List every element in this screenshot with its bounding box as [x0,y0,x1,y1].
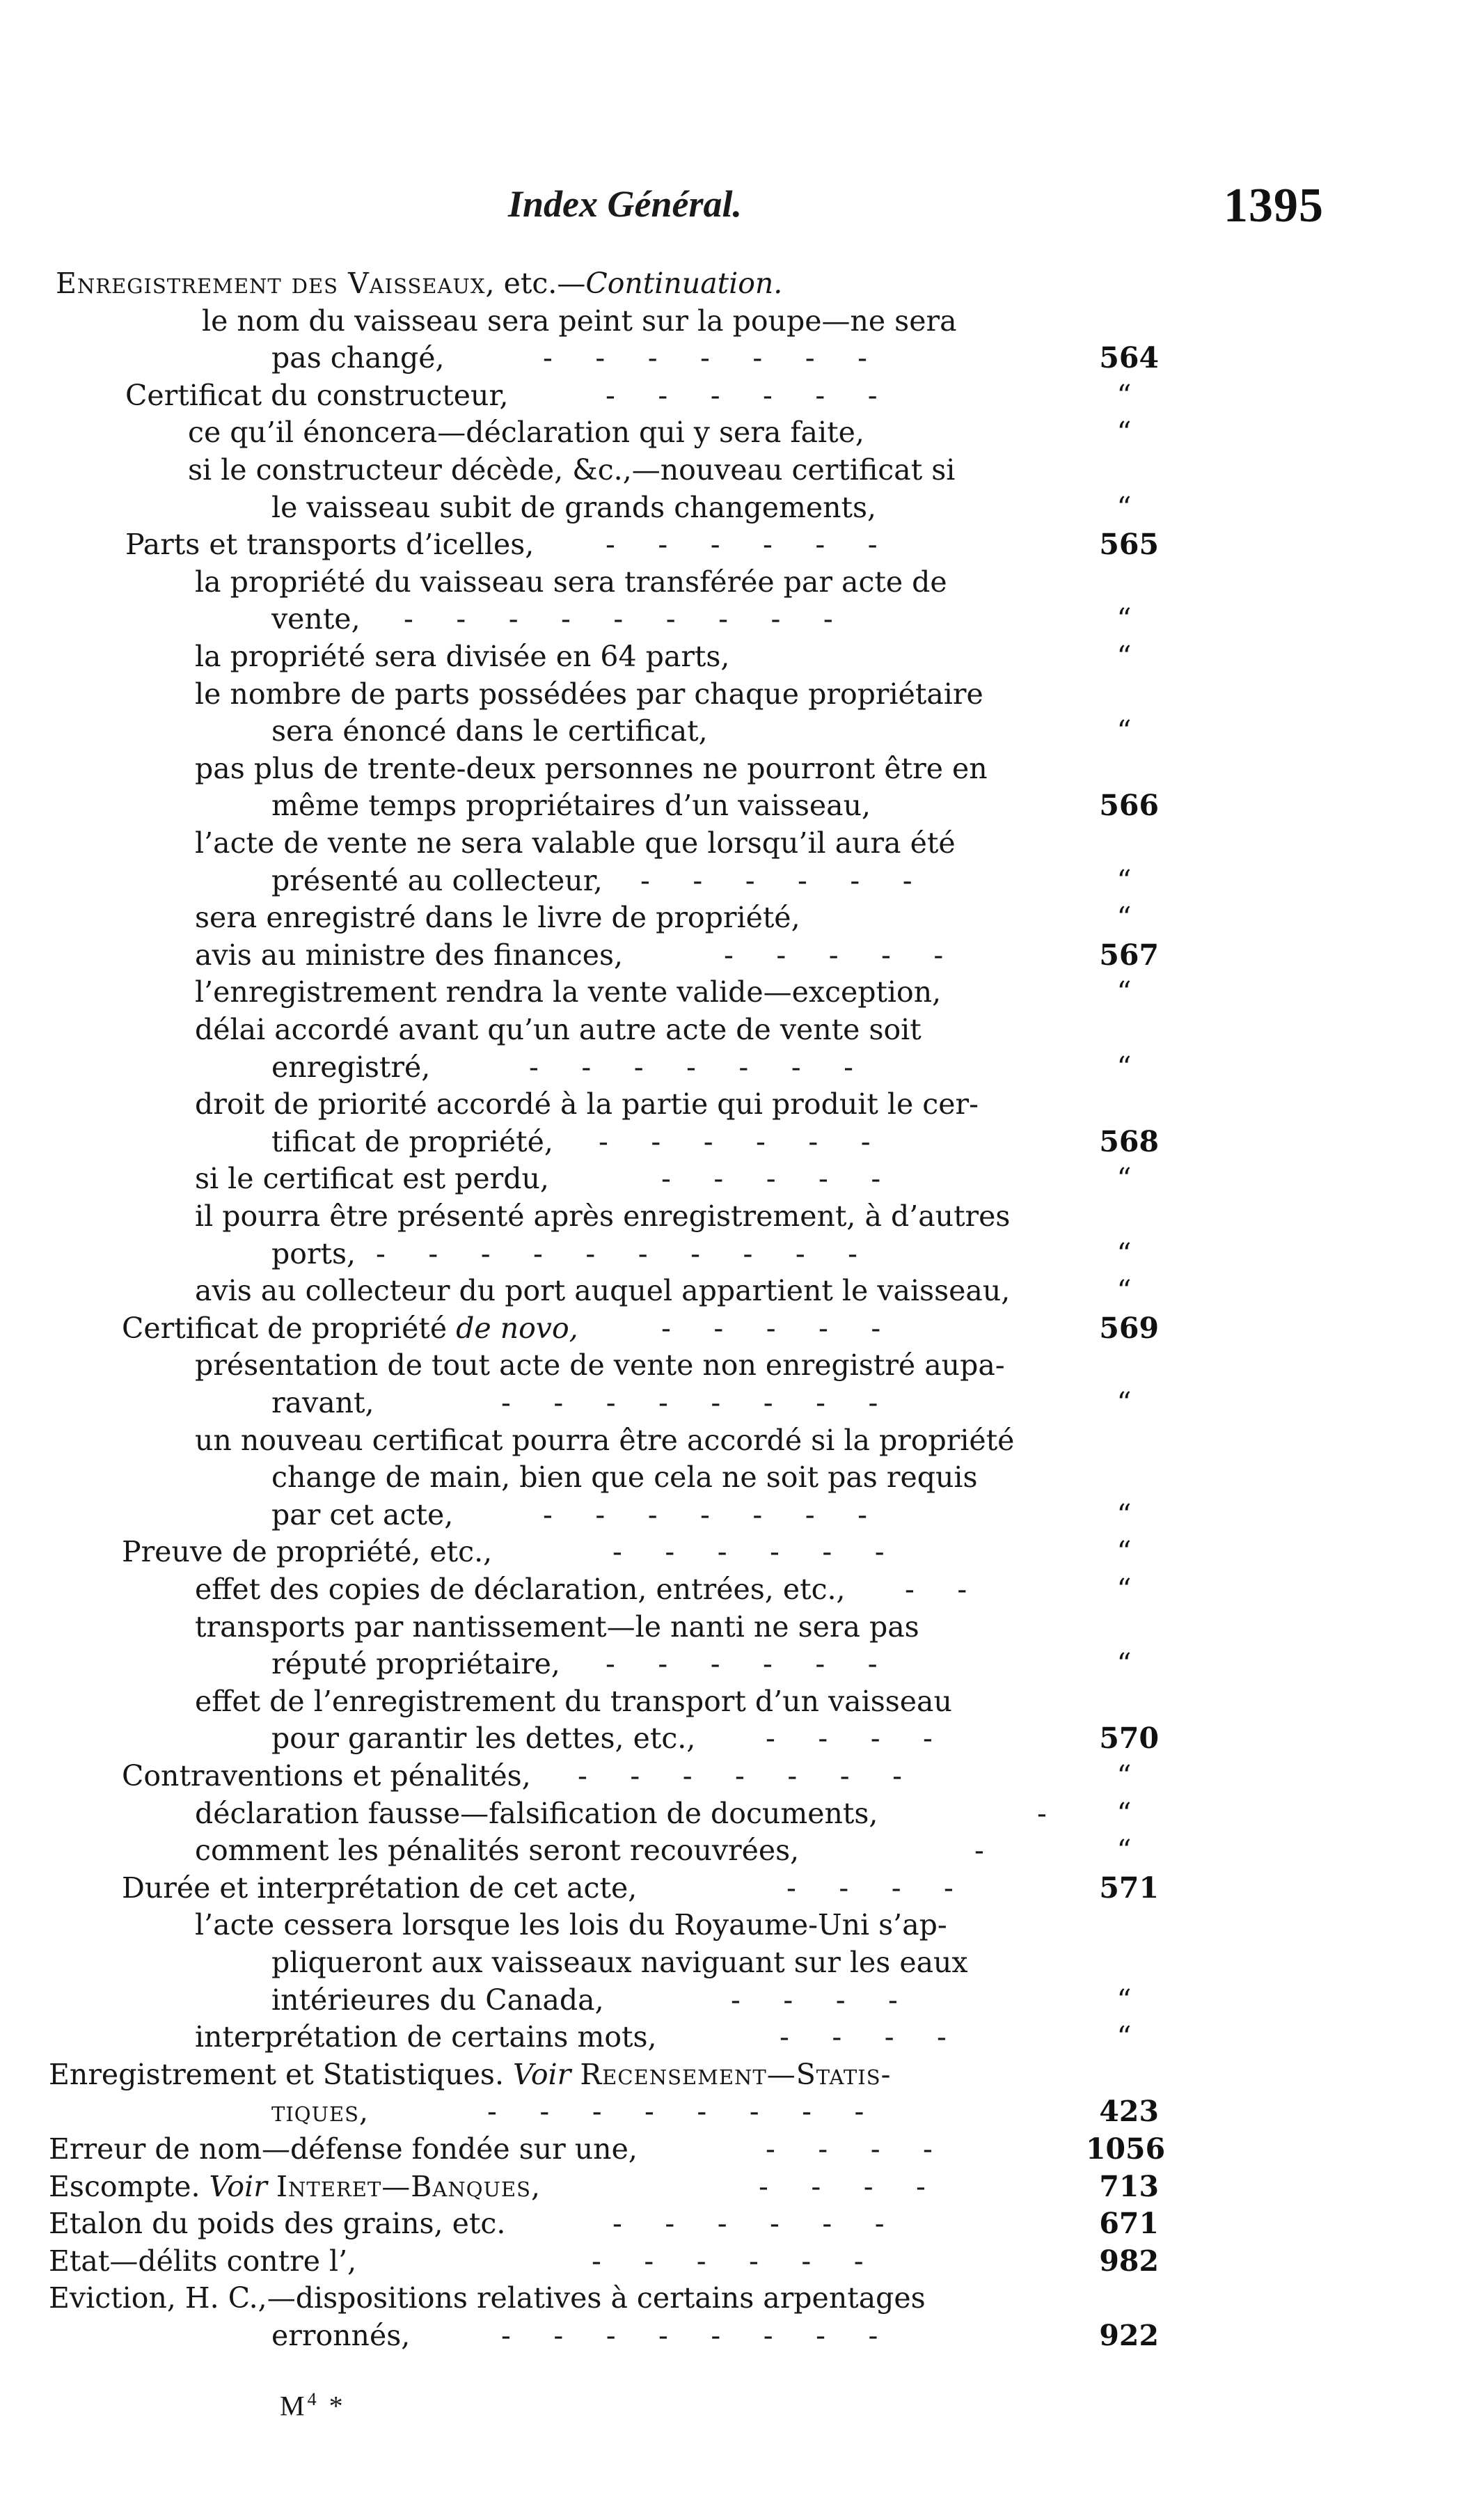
entry-text: ports, [271,1237,356,1270]
dot-leader: - - - - - - [606,1647,878,1680]
ditto-mark: “ [1116,1834,1132,1867]
page-reference: 423 [1099,2095,1159,2128]
index-entry-line [0,2130,1176,2168]
index-entry-line [0,787,1176,824]
page-reference: 569 [1099,1312,1159,1345]
dot-leader: - - - - - - - - [501,1386,878,1419]
ditto-mark: “ [1116,1573,1132,1606]
entry-text: comment les pénalités seront recouvrées, [195,1834,800,1867]
index-entry-line [0,1048,1176,1086]
ditto-mark: “ [1116,1162,1132,1195]
dot-leader: - - - - - - - - [501,2319,878,2352]
page-reference: 713 [1099,2170,1159,2203]
ditto-mark: “ [1116,714,1132,748]
page-reference: 571 [1099,1871,1159,1905]
index-entry-line [0,1235,1176,1273]
dot-leader: - - [905,1573,967,1606]
dot-leader: - - - - [759,2170,926,2203]
ditto-mark: “ [1116,1386,1132,1419]
index-entry-line [0,1272,1176,1309]
ditto-mark: “ [1116,640,1132,673]
entry-text: Eviction, H. C.,—dispositions relatives à certains arpentages [49,2281,926,2315]
dot-leader: - - - - - - [606,528,878,561]
index-entry-line [0,750,1176,787]
index-entry-line [0,2168,1176,2205]
index-entry-line [0,899,1176,936]
entry-text: intérieures du Canada, [271,1983,604,2017]
dot-leader: - - - - - - - - - - [376,1237,858,1270]
index-entry-line [0,1011,1176,1048]
index-entry-line [0,824,1176,862]
index-entry-line [0,1384,1176,1422]
entry-text: Contraventions et pénalités, [122,1759,531,1793]
dot-leader: - - - - - - [592,2244,864,2278]
index-entry-line [0,1346,1176,1384]
ditto-mark: “ [1116,864,1132,897]
dot-leader: - [1037,1797,1047,1830]
index-entry-line [0,1123,1176,1160]
ditto-mark: “ [1116,1797,1132,1830]
dot-leader: - - - - [786,1871,954,1905]
entry-text: Enregistrement et Statistiques. Voir Recensement—Statis- [49,2058,892,2091]
entry-text: effet des copies de déclaration, entrées, etc., [195,1573,846,1606]
entry-text: délai accordé avant qu’un autre acte de vente soit [195,1013,922,1046]
index-entry-line [0,1160,1176,1197]
entry-text: transports par nantissement—le nanti ne sera pas [195,1610,919,1644]
ditto-mark: “ [1116,1498,1132,1531]
index-entry-line [0,1757,1176,1795]
entry-text: si le constructeur décède, &c.,—nouveau certificat si [188,453,956,487]
ditto-mark: “ [1116,1237,1132,1270]
index-entry-line [0,414,1176,451]
index-entry-line [0,1533,1176,1570]
entry-text: ravant, [271,1386,374,1419]
index-entry-line [0,973,1176,1011]
index-entry-line [0,377,1176,414]
dot-leader: - - - - - - - [543,1498,867,1531]
entry-text: change de main, bien que cela ne soit pas requis [271,1460,978,1494]
index-entry-line [0,600,1176,638]
entry-text: pas plus de trente-deux personnes ne pourront être en [195,752,988,785]
dot-leader: - - - - [766,2132,933,2166]
dot-leader: - - - - - - - [578,1759,902,1793]
ditto-mark: “ [1116,2020,1132,2054]
index-entry-line [0,1309,1176,1347]
entry-text: l’enregistrement rendra la vente valide—exception, [195,975,942,1009]
entry-text: ce qu’il énoncera—déclaration qui y sera faite, [188,416,864,449]
index-entry-line [0,526,1176,563]
dot-leader: - - - - - - - [543,341,867,375]
running-title: Index Général. [508,183,742,225]
entry-text: Parts et transports d’icelles, [125,528,535,561]
index-entry-line [0,2093,1176,2130]
index-entry-line [0,1422,1176,1459]
page-reference: 564 [1099,341,1159,375]
dot-leader: - - - - - - - [529,1050,853,1084]
entry-text: pour garantir les dettes, etc., [271,1722,696,1755]
entry-text: pliqueront aux vaisseaux naviguant sur les eaux [271,1946,968,1979]
signature-mark: $M^4$ * [280,2389,346,2422]
page-reference: 982 [1099,2244,1159,2278]
entry-text: vente, [271,602,361,636]
index-entry-line [0,489,1176,526]
index-entry-line [0,2317,1176,2354]
index-entry-line [0,302,1176,340]
dot-leader: - - - - [766,1722,933,1755]
entry-text: déclaration fausse—falsification de documents, [195,1797,878,1830]
entry-text: par cet acte, [271,1498,454,1531]
dot-leader: - - - - - [661,1312,881,1345]
index-entry-line [0,1906,1176,1944]
index-entry-line [0,2279,1176,2317]
entry-text: Etalon du poids des grains, etc. [49,2207,506,2240]
index-entry-line [0,936,1176,974]
ditto-mark: “ [1116,379,1132,412]
entry-text: la propriété sera divisée en 64 parts, [195,640,730,673]
index-entry-line [0,1645,1176,1683]
ditto-mark: “ [1116,1759,1132,1793]
index-entry-line [0,2018,1176,2056]
entry-text: réputé propriétaire, [271,1647,560,1680]
entry-text: présentation de tout acte de vente non enregistré aupa- [195,1348,1005,1382]
entry-text: pas changé, [271,341,445,375]
index-entry-line [0,638,1176,675]
entry-text: droit de priorité accordé à la partie qui produit le cer- [195,1087,979,1121]
dot-leader: - - - - - - [612,2207,885,2240]
dot-leader: - - - - [780,2020,947,2054]
entry-text: interprétation de certains mots, [195,2020,657,2054]
entry-text: effet de l’enregistrement du transport d’un vaisseau [195,1685,952,1718]
dot-leader: - - - - - [661,1162,881,1195]
page-reference: 922 [1099,2319,1159,2352]
index-entry-line [0,1683,1176,1720]
index-entry-line [0,1795,1176,1832]
dot-leader: - - - - - - - - - [404,602,833,636]
page-number: 1395 [1224,179,1324,233]
index-entry-line [0,2056,1176,2093]
entry-text: avis au collecteur du port auquel appartient le vaisseau, [195,1274,1011,1307]
ditto-mark: “ [1116,1274,1132,1307]
entry-text: Durée et interprétation de cet acte, [122,1871,638,1905]
entry-text: Erreur de nom—défense fondée sur une, [49,2132,638,2166]
entry-text: tificat de propriété, [271,1125,553,1158]
page-reference: 567 [1099,938,1159,972]
ditto-mark: “ [1116,602,1132,636]
entry-text: l’acte cessera lorsque les lois du Royaume-Uni s’ap- [195,1908,947,1942]
dot-leader: - - - - - - - - [487,2095,864,2128]
entry-text: enregistré, [271,1050,431,1084]
ditto-mark: “ [1116,1050,1132,1084]
index-entry-line [0,1570,1176,1608]
index-entry-line [0,1719,1176,1757]
page-reference: 671 [1099,2207,1159,2240]
ditto-mark: “ [1116,1983,1132,2017]
page-reference: 570 [1099,1722,1159,1755]
index-entry-line [0,1458,1176,1496]
entry-text: Certificat de propriété de novo, [122,1312,578,1345]
dot-leader: - - - - - - [612,1535,885,1568]
index-entry-line [0,1944,1176,1981]
entry-text: le nombre de parts possédées par chaque propriétaire [195,677,983,711]
entry-text: l’acte de vente ne sera valable que lorsqu’il aura été [195,826,956,860]
page-reference: 566 [1099,789,1159,822]
index-entry-line [0,563,1176,601]
entry-text: la propriété du vaisseau sera transférée par acte de [195,565,947,599]
index-entry-line [0,1981,1176,2019]
index-entry-line [0,339,1176,377]
entry-text: Certificat du constructeur, [125,379,509,412]
index-entry-line [0,712,1176,750]
entry-text: avis au ministre des finances, [195,938,624,972]
entry-text: présenté au collecteur, [271,864,603,897]
entry-text: le nom du vaisseau sera peint sur la poupe—ne sera [202,304,957,338]
index-entry-line [0,1608,1176,1646]
index-entry-line [0,2242,1176,2280]
entry-text: il pourra être présenté après enregistrement, à d’autres [195,1199,1011,1233]
ditto-mark: “ [1116,975,1132,1009]
entry-text: Etat—délits contre l’, [49,2244,357,2278]
page-reference: 1056 [1086,2132,1166,2166]
entry-text: même temps propriétaires d’un vaisseau, [271,789,871,822]
index-entry-line [0,1085,1176,1123]
page-reference: 568 [1099,1125,1159,1158]
entry-text: Escompte. Voir Interet—Banques, [49,2170,541,2203]
dot-leader: - [974,1834,984,1867]
ditto-mark: “ [1116,1647,1132,1680]
entry-text: Enregistrement des Vaisseaux, etc.—Continuation. [56,267,783,300]
index-entry-line [0,1496,1176,1534]
index-entry-line [0,451,1176,489]
index-entry-line [0,1832,1176,1869]
entry-text: erronnés, [271,2319,411,2352]
dot-leader: - - - - [731,1983,898,2017]
ditto-mark: “ [1116,491,1132,524]
entry-text: sera enregistré dans le livre de propriété, [195,901,800,934]
index-entry-line [0,265,1176,302]
ditto-mark: “ [1116,901,1132,934]
index-entry-line [0,1869,1176,1907]
entry-text: si le certificat est perdu, [195,1162,549,1195]
ditto-mark: “ [1116,416,1132,449]
index-entry-line [0,2205,1176,2242]
entry-text: tiques, [271,2095,370,2128]
dot-leader: - - - - - [724,938,944,972]
dot-leader: - - - - - - [640,864,912,897]
entry-text: Preuve de propriété, etc., [122,1535,493,1568]
page-reference: 565 [1099,528,1159,561]
dot-leader: - - - - - - [599,1125,871,1158]
entry-text: le vaisseau subit de grands changements, [271,491,877,524]
index-entry-line [0,675,1176,713]
index-entry-line [0,862,1176,899]
ditto-mark: “ [1116,1535,1132,1568]
entry-text: un nouveau certificat pourra être accordé si la propriété [195,1424,1015,1457]
index-entry-line [0,1197,1176,1235]
dot-leader: - - - - - - [606,379,878,412]
entry-text: sera énoncé dans le certificat, [271,714,708,748]
